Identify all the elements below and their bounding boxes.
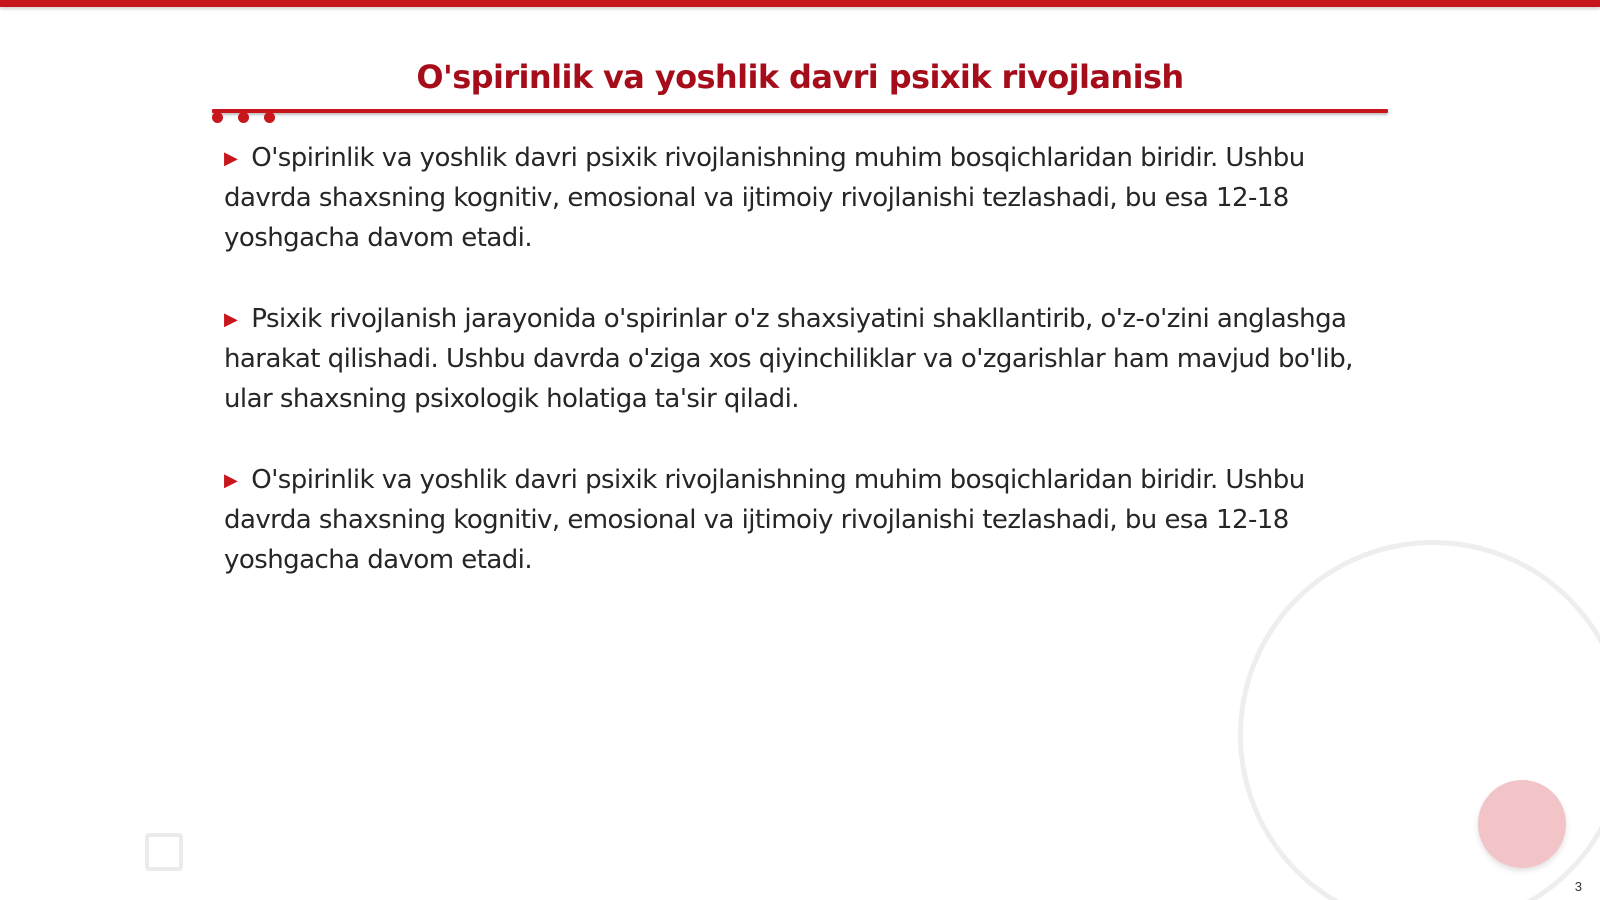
title-underline bbox=[212, 109, 1388, 113]
bullet-text: Psixik rivojlanish jarayonida o'spirinlar o'z shaxsiyatini shakllantirib, o'z-o'zini anglashga harakat qilishadi. Ushbu davrda o'ziga xos qiyinchiliklar va o'zgarishlar ham mavjud bo'lib, ular shaxsning psixologik holatiga ta'sir qiladi. bbox=[224, 304, 1353, 414]
page-number: 3 bbox=[1574, 879, 1582, 894]
decorative-dots bbox=[212, 112, 282, 126]
decor-dot bbox=[264, 112, 275, 123]
bullet-item bbox=[224, 138, 1384, 258]
slide-title: O'spirinlik va yoshlik davri psixik rivojlanish bbox=[416, 58, 1184, 96]
decorative-pink-circle bbox=[1478, 780, 1566, 868]
decorative-square-outline bbox=[145, 833, 183, 871]
triangle-bullet-icon: ▶ bbox=[224, 148, 238, 169]
bullet-item bbox=[224, 460, 1384, 580]
decor-dot bbox=[212, 112, 223, 123]
decor-dot bbox=[238, 112, 249, 123]
bullet-text: O'spirinlik va yoshlik davri psixik rivojlanishning muhim bosqichlaridan biridir. Ushbu davrda shaxsning kognitiv, emosional va ijtimoiy rivojlanishi tezlashadi, bu esa 12-18 yoshgacha davom etadi. bbox=[224, 143, 1305, 253]
triangle-bullet-icon: ▶ bbox=[224, 470, 238, 491]
bullet-text: O'spirinlik va yoshlik davri psixik rivojlanishning muhim bosqichlaridan biridir. Ushbu davrda shaxsning kognitiv, emosional va ijtimoiy rivojlanishi tezlashadi, bu esa 12-18 yoshgacha davom etadi. bbox=[224, 465, 1305, 575]
bullet-list bbox=[224, 138, 1384, 621]
top-accent-bar bbox=[0, 0, 1600, 7]
triangle-bullet-icon: ▶ bbox=[224, 309, 238, 330]
bullet-item bbox=[224, 299, 1384, 419]
